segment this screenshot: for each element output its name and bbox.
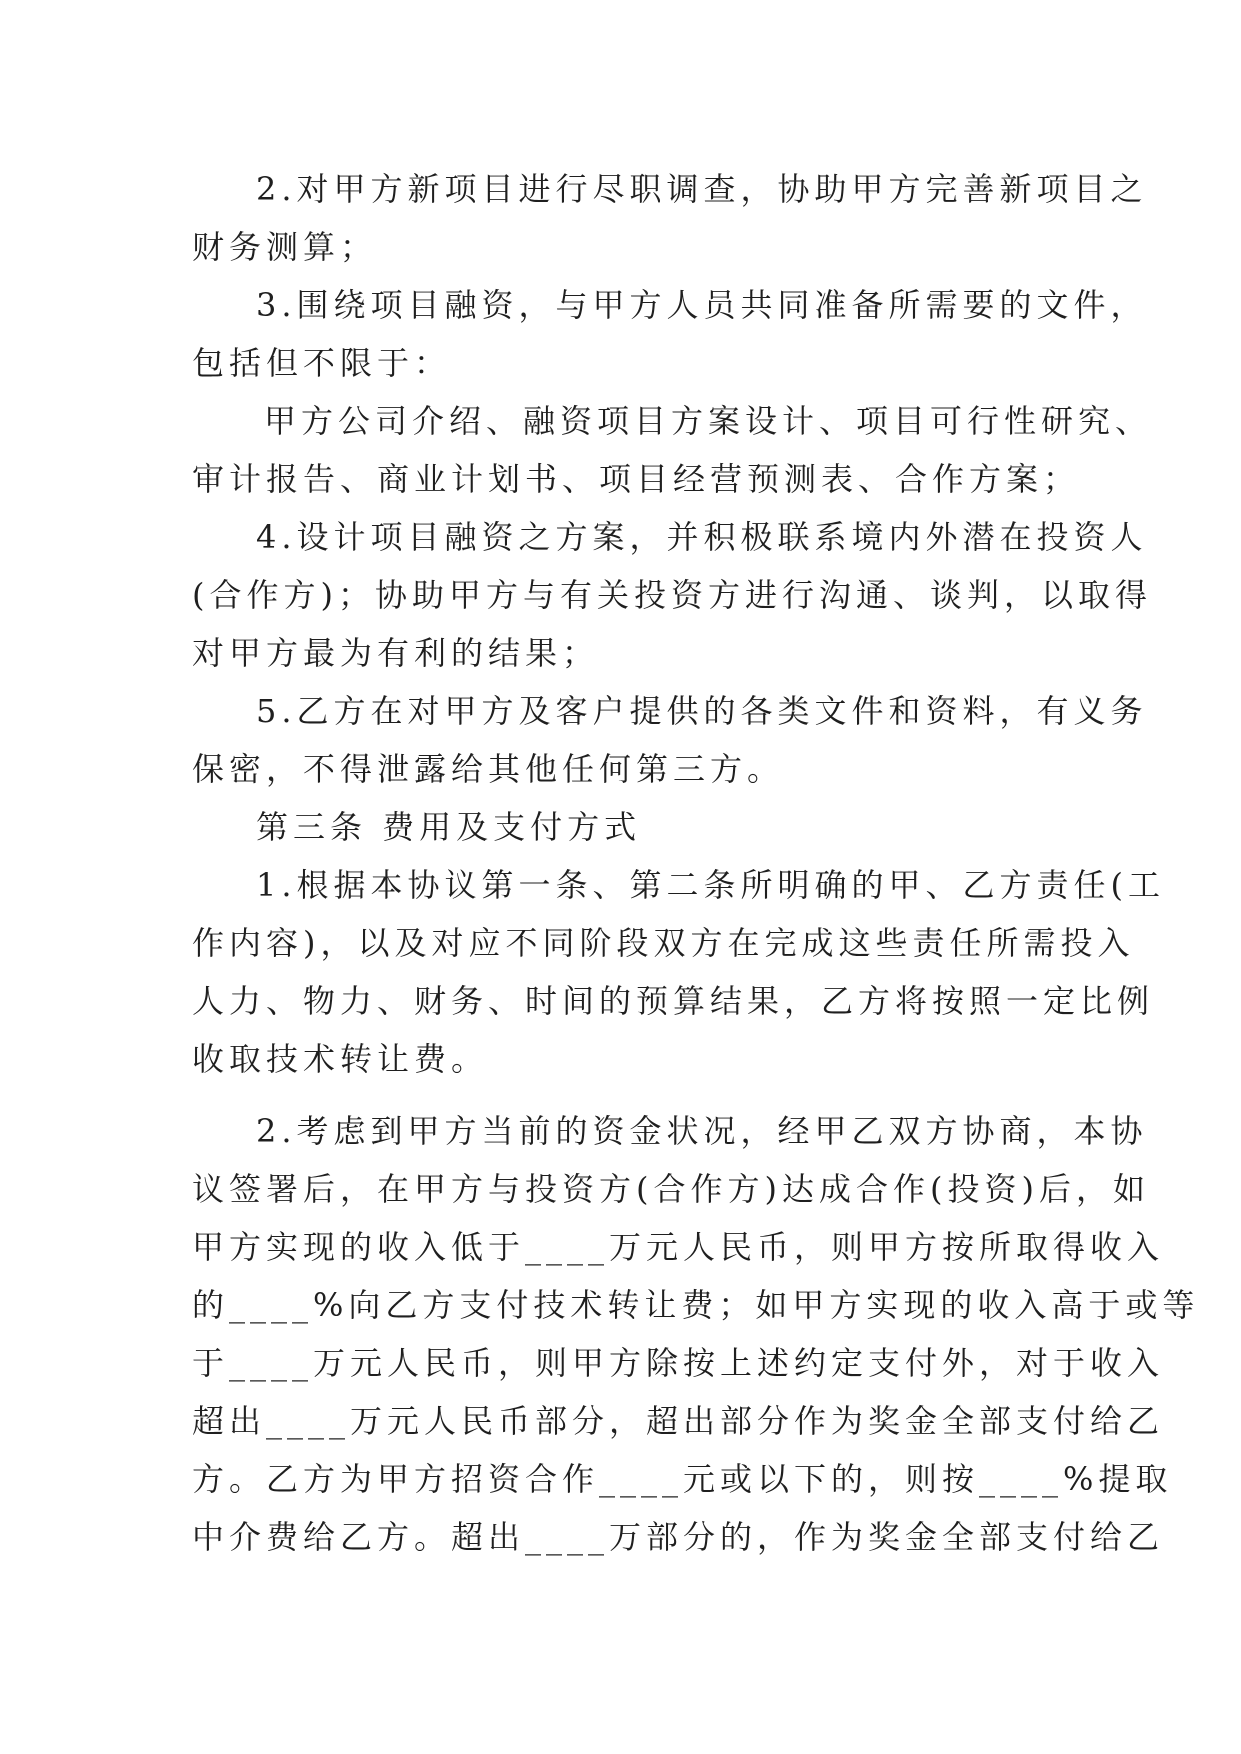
text-line: (合作方)；协助甲方与有关投资方进行沟通、谈判，以取得 [192,576,1152,614]
text-line: 2.考虑到甲方当前的资金状况，经甲乙双方协商，本协 [256,1112,1148,1150]
text-line: 收取技术转让费。 [192,1040,489,1078]
text-line: 超出____万元人民币部分，超出部分作为奖金全部支付给乙 [192,1402,1165,1440]
text-line: 人力、物力、财务、时间的预算结果，乙方将按照一定比例 [192,982,1155,1020]
text-line: 保密，不得泄露给其他任何第三方。 [192,750,785,788]
paragraph-item-3-list [192,392,1153,508]
paragraph-item-2 [192,160,1148,276]
text-line: 于____万元人民币，则甲方除按上述约定支付外，对于收入 [192,1344,1165,1382]
text-line: 2.对甲方新项目进行尽职调查，协助甲方完善新项目之 [256,170,1148,208]
document-body [192,160,1200,1566]
text-line: 4.设计项目融资之方案，并积极联系境内外潜在投资人 [256,518,1148,556]
text-line: 5.乙方在对甲方及客户提供的各类文件和资料，有义务 [256,692,1148,730]
text-line: 财务测算； [192,228,378,266]
section-heading: 第三条 费用及支付方式 [256,808,642,846]
paragraph-item-4 [192,508,1152,682]
paragraph-spacer [192,1088,1062,1102]
paragraph-item-5 [192,682,1148,798]
text-line: 的____%向乙方支付技术转让费；如甲方实现的收入高于或等 [192,1286,1200,1324]
text-line: 议签署后，在甲方与投资方(合作方)达成合作(投资)后，如 [192,1170,1150,1208]
text-line: 中介费给乙方。超出____万部分的，作为奖金全部支付给乙 [192,1518,1165,1556]
paragraph-article-3-item-2 [192,1102,1200,1566]
text-line: 3.围绕项目融资，与甲方人员共同准备所需要的文件， [256,286,1148,324]
text-line: 对甲方最为有利的结果； [192,634,600,672]
text-line: 审计报告、商业计划书、项目经营预测表、合作方案； [192,460,1081,498]
text-line: 1.根据本协议第一条、第二条所明确的甲、乙方责任(工 [256,866,1166,904]
paragraph-item-3 [192,276,1148,392]
article-3-heading [192,798,1062,856]
text-line: 甲方公司介绍、融资项目方案设计、项目可行性研究、 [264,402,1153,440]
text-line: 方。乙方为甲方招资合作____元或以下的，则按____%提取 [192,1460,1173,1498]
text-line: 甲方实现的收入低于____万元人民币，则甲方按所取得收入 [192,1228,1165,1266]
paragraph-article-3-item-1 [192,856,1166,1088]
text-line: 包括但不限于： [192,344,452,382]
text-line: 作内容)，以及对应不同阶段双方在完成这些责任所需投入 [192,924,1135,962]
